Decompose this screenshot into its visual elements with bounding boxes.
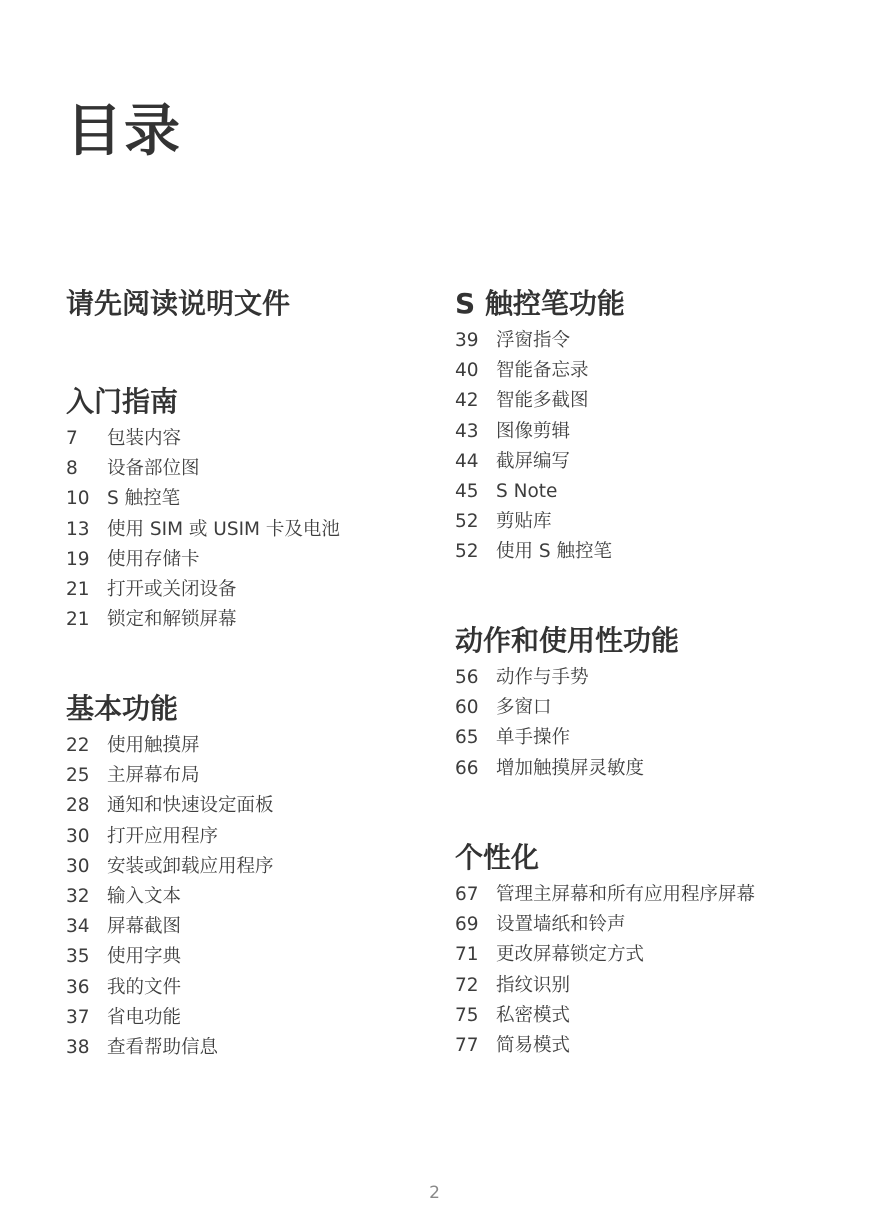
toc-entry[interactable] (455, 754, 855, 784)
toc-entry[interactable] (66, 822, 466, 852)
toc-entry[interactable] (455, 1031, 855, 1061)
entry-page: 44 (455, 450, 479, 472)
toc-section (66, 282, 466, 380)
entry-label: 使用字典 (107, 946, 182, 968)
toc-section (66, 687, 466, 1063)
entry-page: 72 (455, 974, 479, 996)
entry-page: 75 (455, 1004, 479, 1026)
entry-label: 包装内容 (107, 428, 182, 449)
entry-label: 更改屏幕锁定方式 (496, 944, 645, 966)
entry-label: 屏幕截图 (107, 916, 182, 938)
entry-page: 67 (455, 884, 479, 905)
toc-entry[interactable] (66, 882, 466, 912)
toc-entry[interactable] (455, 693, 855, 723)
entry-page: 21 (66, 609, 90, 631)
toc-entry[interactable] (66, 515, 466, 545)
entry-page: 39 (455, 330, 479, 351)
toc-left-column (66, 282, 466, 1063)
entry-label: 图像剪辑 (496, 420, 571, 442)
section-title[interactable]: 入门指南 (66, 385, 179, 418)
toc-entry[interactable] (66, 973, 466, 1003)
entry-label: 锁定和解锁屏幕 (107, 609, 237, 631)
toc-entry[interactable] (66, 545, 466, 575)
page-title: 目录 (66, 99, 182, 164)
toc-entry[interactable] (66, 424, 466, 454)
toc-entry[interactable] (455, 386, 855, 416)
entry-label: 输入文本 (107, 885, 182, 907)
entry-page: 45 (455, 480, 479, 502)
toc-entry[interactable] (455, 940, 855, 970)
toc-entry[interactable] (66, 761, 466, 791)
entry-page: 25 (66, 765, 90, 787)
toc-entry[interactable] (455, 663, 855, 693)
entry-label: 使用存储卡 (107, 548, 200, 570)
entry-page: 65 (455, 727, 479, 749)
entry-page: 32 (66, 885, 90, 907)
entry-label: 使用触摸屏 (107, 735, 200, 756)
toc-section (66, 380, 466, 687)
entry-label: 查看帮助信息 (107, 1036, 219, 1058)
entry-label: 我的文件 (107, 976, 182, 998)
toc-entry[interactable] (455, 447, 855, 477)
toc-section (455, 836, 855, 1061)
entry-page: 30 (66, 855, 90, 877)
entry-page: 34 (66, 916, 90, 938)
entry-label: S Note (496, 480, 558, 502)
entry-label: 使用 S 触控笔 (496, 541, 613, 563)
entry-page: 37 (66, 1006, 90, 1028)
entry-page: 69 (455, 914, 479, 936)
toc-entry[interactable] (66, 605, 466, 635)
entry-page: 21 (66, 578, 90, 600)
entry-page: 66 (455, 757, 479, 779)
entry-label: 设备部位图 (107, 458, 200, 480)
entry-label: 智能备忘录 (496, 360, 589, 382)
toc-entry[interactable] (66, 942, 466, 972)
section-title[interactable]: 请先阅读说明文件 (66, 287, 291, 320)
toc-section (455, 619, 855, 836)
entry-label: 管理主屏幕和所有应用程序屏幕 (496, 884, 756, 905)
entry-label: 打开应用程序 (107, 825, 219, 847)
entry-label: 通知和快速设定面板 (107, 795, 274, 817)
toc-entry[interactable] (455, 326, 855, 356)
toc-entry[interactable] (66, 852, 466, 882)
entry-label: 使用 SIM 或 USIM 卡及电池 (107, 518, 340, 540)
entry-label: 简易模式 (496, 1034, 571, 1056)
entry-label: 多窗口 (496, 697, 552, 719)
entry-label: 安装或卸载应用程序 (107, 855, 274, 877)
section-title[interactable]: S 触控笔功能 (455, 287, 625, 320)
toc-entry[interactable] (66, 731, 466, 761)
entry-page: 30 (66, 825, 90, 847)
toc-entry[interactable] (455, 507, 855, 537)
toc-entry[interactable] (455, 537, 855, 567)
entry-page: 42 (455, 390, 479, 412)
entry-label: 打开或关闭设备 (107, 578, 237, 600)
entry-page: 36 (66, 976, 90, 998)
toc-entry[interactable] (66, 1003, 466, 1033)
toc-entry[interactable] (455, 723, 855, 753)
entry-page: 77 (455, 1034, 479, 1056)
entry-label: S 触控笔 (107, 488, 181, 510)
toc-entry[interactable] (66, 575, 466, 605)
toc-entry[interactable] (455, 417, 855, 447)
toc-entry[interactable] (66, 912, 466, 942)
toc-entry[interactable] (66, 791, 466, 821)
entry-page: 40 (455, 360, 479, 382)
entry-page: 19 (66, 548, 90, 570)
entry-page: 52 (455, 511, 479, 533)
entry-page: 43 (455, 420, 479, 442)
entry-page: 7 (66, 428, 78, 449)
entry-page: 8 (66, 458, 78, 480)
section-title[interactable]: 动作和使用性功能 (455, 624, 680, 657)
section-title[interactable]: 基本功能 (66, 692, 179, 725)
entry-label: 单手操作 (496, 727, 571, 749)
entry-page: 38 (66, 1036, 90, 1058)
entry-page: 71 (455, 944, 479, 966)
toc-entry[interactable] (455, 356, 855, 386)
entry-label: 浮窗指令 (496, 330, 571, 351)
toc-entry[interactable] (455, 910, 855, 940)
entry-label: 省电功能 (107, 1006, 182, 1028)
toc-right-column (455, 282, 855, 1061)
entry-label: 私密模式 (496, 1004, 571, 1026)
entry-label: 指纹识别 (496, 974, 571, 996)
entry-page: 13 (66, 518, 90, 540)
entry-page: 56 (455, 667, 479, 688)
toc-entry[interactable] (455, 880, 855, 910)
toc-entry[interactable] (66, 454, 466, 484)
entry-page: 10 (66, 488, 90, 510)
entry-page: 52 (455, 541, 479, 563)
toc-entry[interactable] (66, 1033, 466, 1063)
entry-page: 35 (66, 946, 90, 968)
toc-entry[interactable] (455, 1001, 855, 1031)
section-title[interactable]: 个性化 (455, 841, 540, 874)
toc-entry[interactable] (455, 971, 855, 1001)
entry-page: 60 (455, 697, 479, 719)
entry-label: 增加触摸屏灵敏度 (496, 757, 645, 779)
entry-page: 22 (66, 735, 90, 756)
entry-page: 28 (66, 795, 90, 817)
toc-entry[interactable] (455, 477, 855, 507)
entry-label: 设置墙纸和铃声 (496, 914, 626, 936)
entry-label: 动作与手势 (496, 667, 589, 688)
entry-label: 剪贴库 (496, 511, 552, 533)
entry-label: 智能多截图 (496, 390, 589, 412)
toc-section (455, 282, 855, 619)
page-number: 2 (429, 1183, 440, 1203)
toc-entry[interactable] (66, 484, 466, 514)
entry-label: 主屏幕布局 (107, 765, 200, 787)
entry-label: 截屏编写 (496, 450, 571, 472)
